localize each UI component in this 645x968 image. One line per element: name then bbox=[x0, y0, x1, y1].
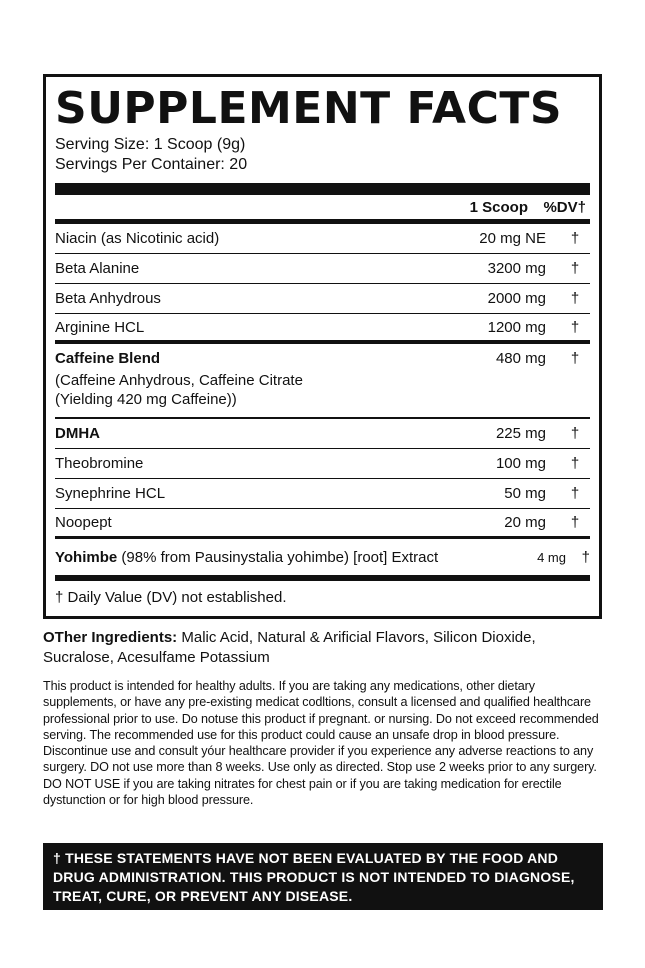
panel-title: SUPPLEMENT FACTS bbox=[55, 83, 563, 134]
ingredient-amount: 20 mg NE bbox=[479, 230, 546, 247]
ingredient-row bbox=[55, 449, 590, 479]
supplement-facts-panel bbox=[43, 74, 602, 619]
ingredient-name: Synephrine HCL bbox=[55, 485, 166, 502]
yohimbe-detail: (98% from Pausinystalia yohimbe) [root] Extract bbox=[117, 548, 439, 566]
ingredient-dv: † bbox=[570, 230, 580, 247]
ingredient-name: Noopept bbox=[55, 514, 112, 531]
ingredient-name: Theobromine bbox=[55, 455, 144, 472]
other-ingredients-text: Malic Acid, Natural & Arificial Flavors, Silicon Dioxide, Sucralose, Acesulfame Potassium bbox=[43, 629, 536, 666]
yohimbe-name: Yohimbe bbox=[55, 548, 118, 566]
blend-amount: 480 mg bbox=[495, 350, 546, 367]
ingredient-name: Niacin (as Nicotinic acid) bbox=[55, 230, 220, 247]
ingredient-name: Beta Alanine bbox=[55, 260, 140, 277]
ingredient-amount: 100 mg bbox=[495, 455, 546, 472]
yohimbe-row bbox=[55, 539, 590, 575]
thick-divider bbox=[55, 183, 590, 195]
ingredient-dv: † bbox=[570, 514, 580, 531]
warning-text: This product is intended for healthy adults. If you are taking any medications, other dietary supplements, or have any pre-existing medicat codltions, consult a licensed and qualified healthcare professional prior to use. Do notuse this product if pregnant. or nursing. Do not exceed recommended serving. The recommended use for this product could cause an unsafe drop in blood pressure. Discontinue use and consult yóur healthcare provider if you experience any adverse reactions to any surgery. DO not use more than 8 weeks. Use only as directed. Stop use 2 weeks prior to any surgery. DO NOT USE if you are taking nitrates for chest pain or if you are taking medication for erectile dystunction or for high blood pressure. bbox=[43, 679, 599, 808]
servings-per-container: Servings Per Container: 20 bbox=[55, 156, 248, 173]
ingredient-name: Beta Anhydrous bbox=[55, 290, 161, 307]
ingredient-amount: 1200 mg bbox=[487, 318, 546, 336]
ingredient-row bbox=[55, 224, 590, 254]
ingredient-name bbox=[55, 549, 506, 566]
ingredient-amount: 50 mg bbox=[504, 485, 546, 502]
ingredient-amount: 2000 mg bbox=[487, 290, 546, 307]
other-ingredients bbox=[43, 628, 563, 668]
blend-detail-line-1: (Caffeine Anhydrous, Caffeine Citrate bbox=[55, 372, 303, 389]
ingredient-dv: † bbox=[570, 455, 580, 472]
column-dv: %DV† bbox=[543, 198, 586, 216]
ingredient-dv: † bbox=[570, 290, 580, 307]
ingredient-amount: 20 mg bbox=[504, 514, 546, 531]
ingredient-dv: † bbox=[570, 260, 580, 277]
ingredient-name: DMHA bbox=[55, 425, 100, 442]
ingredient-amount: 4 mg bbox=[537, 549, 566, 565]
column-header bbox=[55, 195, 590, 219]
blend-name: Caffeine Blend bbox=[55, 350, 161, 367]
ingredient-row bbox=[55, 314, 590, 344]
ingredient-name: Arginine HCL bbox=[55, 318, 145, 336]
ingredient-amount: 3200 mg bbox=[487, 260, 546, 277]
ingredient-dv: † bbox=[570, 318, 580, 336]
ingredient-dv: † bbox=[581, 548, 590, 566]
ingredient-dv: † bbox=[570, 425, 580, 442]
ingredient-row bbox=[55, 509, 590, 539]
other-ingredients-label: OTher Ingredients: bbox=[43, 629, 178, 646]
ingredient-amount: 225 mg bbox=[495, 425, 546, 442]
blend-dv: † bbox=[570, 350, 580, 367]
blend-detail-line-2: (Yielding 420 mg Caffeine)) bbox=[55, 391, 237, 408]
ingredient-dv: † bbox=[570, 485, 580, 502]
column-amount: 1 Scoop bbox=[469, 198, 528, 216]
fda-disclaimer: † THESE STATEMENTS HAVE NOT BEEN EVALUATED BY THE FOOD AND DRUG ADMINISTRATION. THIS PRODUCT IS NOT INTENDED TO DIAGNOSE, TREAT, CURE, OR PREVENT ANY DISEASE. bbox=[43, 843, 603, 910]
dv-footnote: † Daily Value (DV) not established. bbox=[55, 589, 287, 606]
ingredient-row bbox=[55, 284, 590, 314]
ingredient-row bbox=[55, 479, 590, 509]
caffeine-blend-row bbox=[55, 344, 590, 419]
serving-size: Serving Size: 1 Scoop (9g) bbox=[55, 136, 246, 153]
ingredient-row bbox=[55, 419, 590, 449]
ingredient-row bbox=[55, 254, 590, 284]
